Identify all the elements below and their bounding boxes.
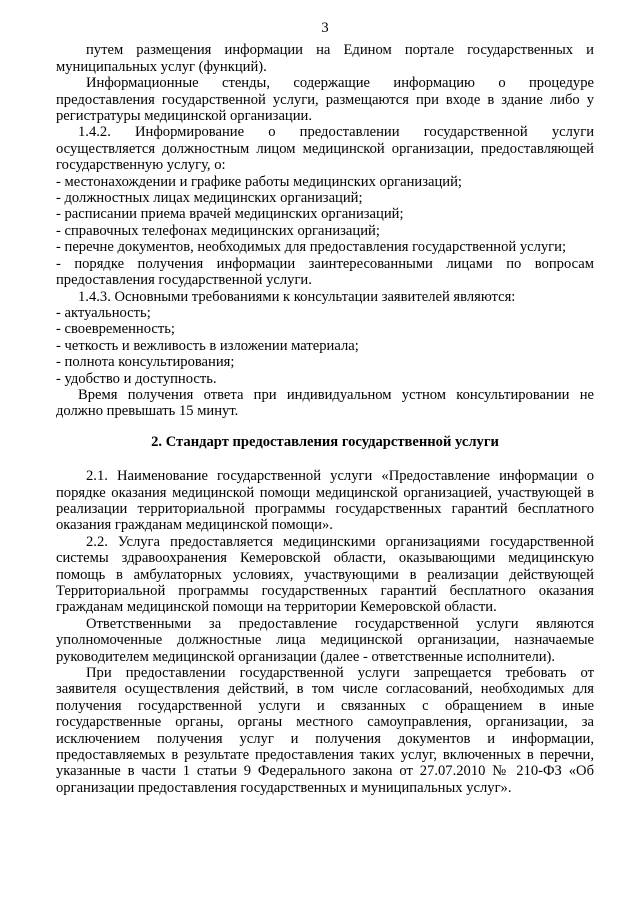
- list-item: - справочных телефонах медицинских организаций;: [56, 222, 380, 239]
- requirements-intro: 1.4.3. Основными требованиями к консультации заявителей являются:: [78, 288, 516, 305]
- paragraph-service-provider: 2.2. Услуга предоставляется медицинскими организациями государственной системы здравоохранения Кемеровской области, оказывающими медицинскую помощь в амбулаторных условиях, участвующими в реализации действующей Территориальной программы государственных гарантий бесплатного оказания гражданам медицинской помощи на территории Кемеровской области.: [56, 533, 594, 616]
- paragraph-response-time: Время получения ответа при индивидуальном устном консультировании не должно превышать 15 минут.: [56, 386, 594, 420]
- list-item: - удобство и доступность.: [56, 370, 217, 387]
- list-item: - полнота консультирования;: [56, 354, 235, 371]
- paragraph-portal: путем размещения информации на Едином портале государственных и муниципальных услуг (функций).: [56, 42, 594, 75]
- paragraph-info-stands: Информационные стенды, содержащие информацию о процедуре предоставления государственной услуги, размещаются при входе в здание либо у регистратуры медицинской организации.: [56, 75, 594, 125]
- paragraph-prohibition: При предоставлении государственной услуги запрещается требовать от заявителя осуществления действий, в том числе согласований, необходимых для получения государственной услуги и связанных с обращением в иные государственные органы, органы местного самоуправления, организации, за исключением получения услуг и получения документов и информации, предоставляемых в результате предоставления таких услуг, включенных в перечни, указанные в части 1 статьи 9 Федерального закона от 27.07.2010 № 210-ФЗ «Об организации предоставления государственных и муниципальных услуг».: [56, 665, 594, 796]
- section-heading: 2. Стандарт предоставления государственной услуги: [151, 433, 499, 450]
- list-item: - должностных лицах медицинских организаций;: [56, 190, 363, 207]
- list-item: - четкость и вежливость в изложении материала;: [56, 337, 359, 354]
- paragraph-informing: 1.4.2. Информирование о предоставлении государственной услуги осуществляется должностным лицом медицинской организации, предоставляющей государственную услугу, о:: [56, 124, 594, 174]
- list-item: - местонахождении и графике работы медицинских организаций;: [56, 173, 462, 190]
- list-item: - перечне документов, необходимых для предоставления государственной услуги;: [56, 239, 567, 256]
- paragraph-service-name: 2.1. Наименование государственной услуги «Предоставление информации о порядке оказания медицинской помощи медицинской организацией, участвующей в реализации территориальной программы государственных гарантий бесплатного оказания гражданам медицинской помощи».: [56, 468, 594, 534]
- list-item: - своевременность;: [56, 321, 175, 338]
- list-item: - актуальность;: [56, 304, 151, 321]
- list-item: - порядке получения информации заинтересованными лицами по вопросам предоставления государственной услуги.: [56, 255, 594, 289]
- paragraph-responsible: Ответственными за предоставление государственной услуги являются уполномоченные должностные лица медицинской организации, назначаемые руководителем медицинской организации (далее - ответственные исполнители).: [56, 615, 594, 665]
- list-item: - расписании приема врачей медицинских организаций;: [56, 206, 404, 223]
- page-number: 3: [321, 20, 329, 36]
